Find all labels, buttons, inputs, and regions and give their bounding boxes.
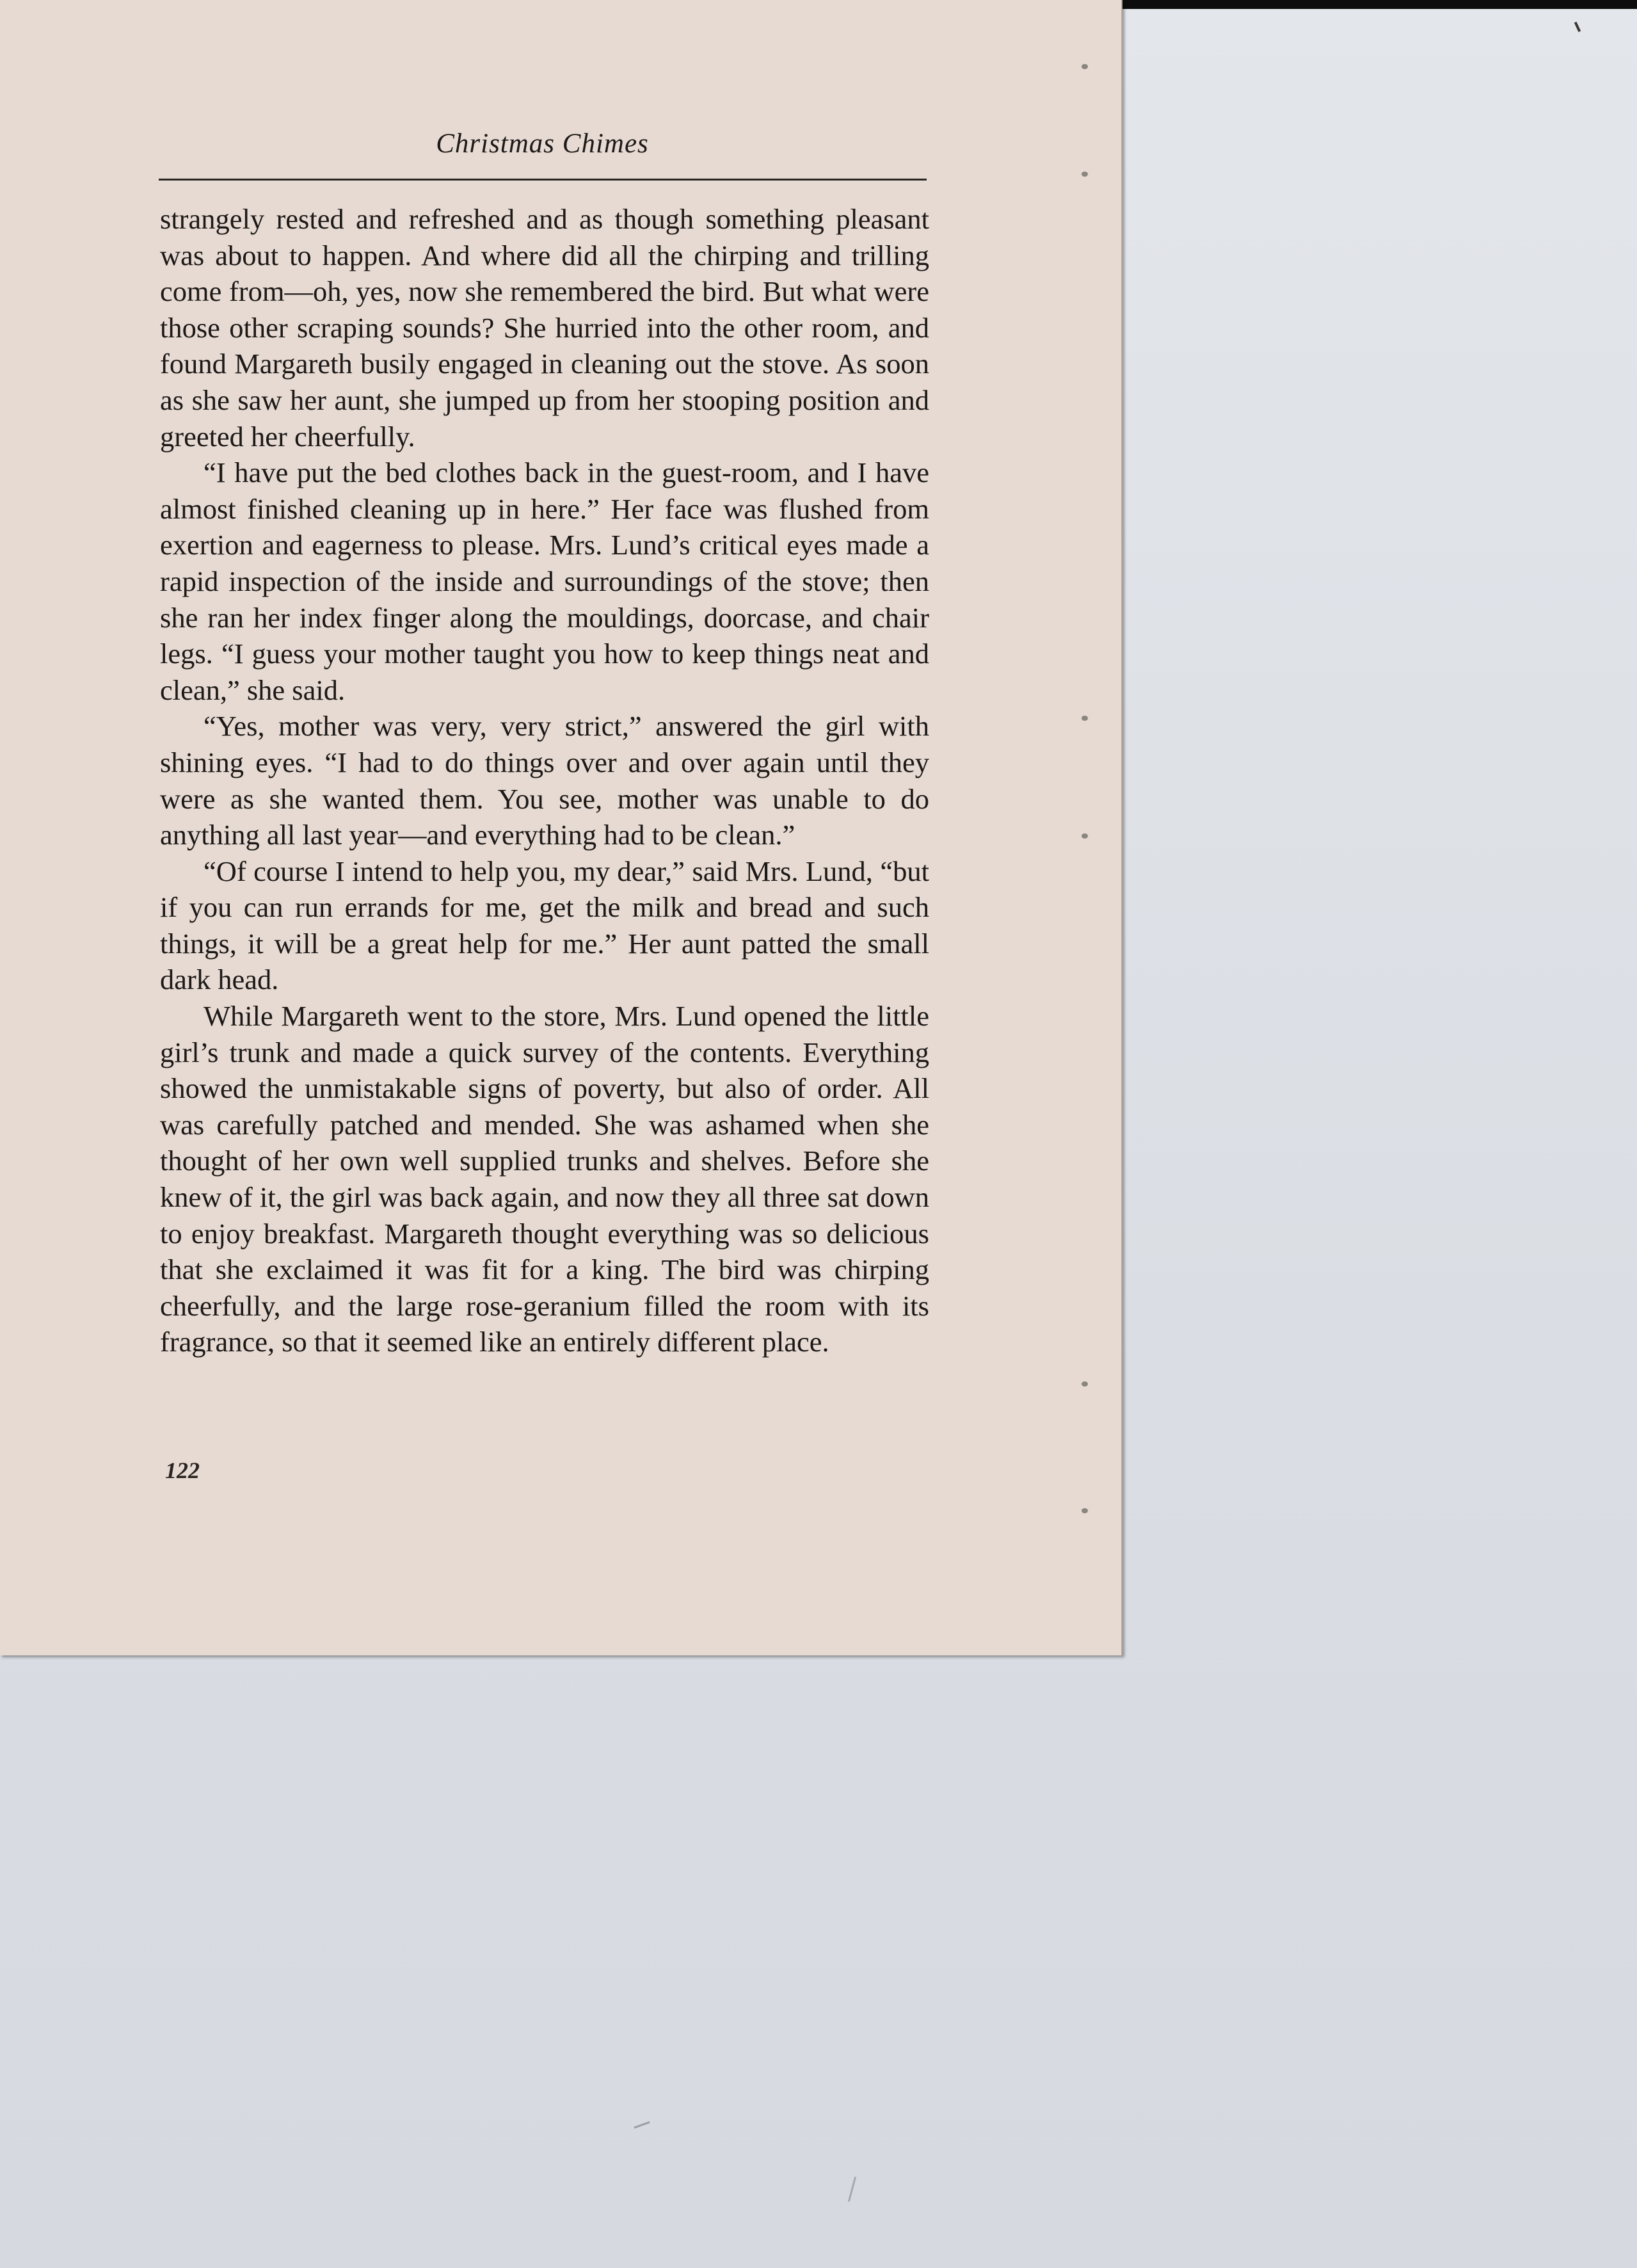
paragraph: “Of course I intend to help you, my dear,” said Mrs. Lund, “but if you can run errands for me, get the milk and bread and such things, it will be a great help for me.” Her aunt patted the small dark head. [160, 855, 929, 996]
body-text [160, 201, 929, 1360]
binding-hole [1082, 1381, 1088, 1387]
binding-hole [1082, 64, 1088, 69]
paragraph: “Yes, mother was very, very strict,” answered the girl with shining eyes. “I had to do things over and over again until they were as she wanted them. You see, mother was unable to do anything all last year—and everything had to be clean.” [160, 710, 929, 851]
binding-hole [1082, 716, 1088, 721]
scanner-lid-edge [1114, 0, 1637, 9]
running-head: Christmas Chimes [436, 129, 649, 159]
header-rule [159, 179, 927, 181]
page-number: 122 [165, 1458, 200, 1483]
paragraph: “I have put the bed clothes back in the guest-room, and I have almost finished cleaning up in here.” Her face was flushed from exertion and eagerness to please. Mrs. Lund’s critical eyes made a rapid inspection of the inside and surroundings of the stove; then she ran her index finger along the mouldings, doorcase, and chair legs. “I guess your mother taught you how to keep things neat and clean,” she said. [160, 456, 929, 706]
paragraph: strangely rested and refreshed and as though something pleasant was about to happen. And where did all the chirping and trilling come from—oh, yes, now she remembered the bird. But what were those other scraping sounds? She hurried into the other room, and found Margareth busily engaged in cleaning out the stove. As soon as she saw her aunt, she jumped up from her stooping position and greeted her cheerfully. [160, 203, 929, 453]
binding-hole [1082, 1508, 1088, 1513]
binding-hole [1082, 172, 1088, 177]
paragraph: While Margareth went to the store, Mrs. Lund opened the little girl’s trunk and made a quick survey of the contents. Everything showed the unmistakable signs of poverty, but also of order. All was carefully patched and mended. She was ashamed when she thought of her own well supplied trunks and shelves. Before she knew of it, the girl was back again, and now they all three sat down to enjoy breakfast. Margareth thought everything was so delicious that she exclaimed it was fit for a king. The bird was chirping cheerfully, and the large rose-geranium filled the room with its fragrance, so that it seemed like an entirely different place. [160, 1000, 929, 1358]
binding-hole [1082, 833, 1088, 839]
